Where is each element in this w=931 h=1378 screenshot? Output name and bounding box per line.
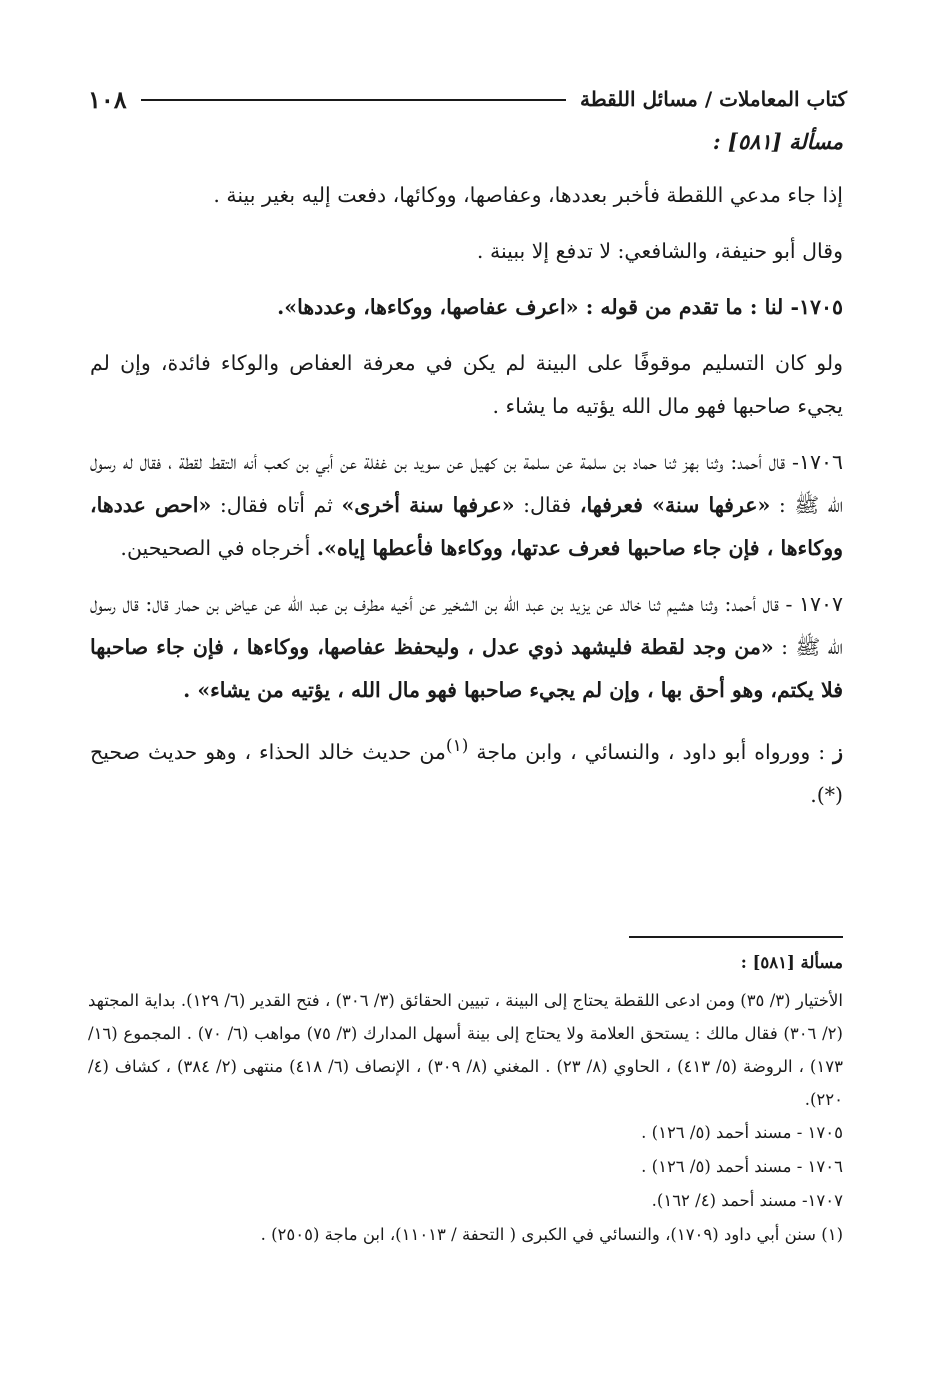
p1706-tail: أخرجاه في الصحيحين. xyxy=(120,536,311,560)
footnote-references: الأختيار (٣/ ٣٥) ومن ادعى اللقطة يحتاج إلى البينة ، تبيين الحقائق (٣/ ٣٠٦) ، فتح القدير (٦/ ١٢٩). بداية المجتهد (٢/ ٣٠٦) فقال مالك : يستحق العلامة ولا يحتاج إلى بينة أسهل المدارك (٣/ ٧٥) مواهب (٦/ ٧٠) . المجموع (١٦/ ١٧٣) ، الروضة (٥/ ٤١٣) ، الحاوي (٨/ ٢٣) . المغني (٨/ ٣٠٩) ، الإنصاف (٦/ ٤١٨) منتهى (٢/ ٣٨٤) ، كشاف (٤/ ٢٢٠). xyxy=(88,991,843,1109)
p1707-lead: ١٧٠٧ - قال أحمد: وثنا هشيم ثنا خالد عن يزيد بن عبد الله بن الشخير عن أخيه مطرف بن عبد الله عن عياض بن حمار قال: قال رسول الله ﷺ : xyxy=(90,592,843,659)
issue-heading: مسألة [٥٨١] : xyxy=(712,129,843,154)
footnote-1707: ١٧٠٧- مسند أحمد (٤/ ١٦٢). xyxy=(651,1191,843,1210)
paragraph-1707 xyxy=(90,583,843,712)
footnote-1706: ١٧٠٦ - مسند أحمد (٥/ ١٢٦) . xyxy=(641,1157,843,1176)
paragraph-z xyxy=(90,725,843,817)
p1707-quote: «من وجد لقطة فليشهد ذوي عدل ، وليحفظ عفاصها، ووكاءها ، فإن جاء صاحبها فلا يكتم، وهو أحق بها ، وإن لم يجيء صاحبها فهو مال الله ، يؤتيه من يشاء» . xyxy=(90,635,843,702)
footnote-1: (١) سنن أبي داود (١٧٠٩)، والنسائي في الكبرى ( التحفة / ١١٠١٣)، ابن ماجة (٢٥٠٥) . xyxy=(260,1225,843,1244)
footnote-separator xyxy=(629,936,843,938)
p1706-quote-1: «عرفها سنة» فعرفها، xyxy=(579,493,771,517)
p1706-mid-2: ثم أتاه فقال: xyxy=(219,493,333,517)
page-header xyxy=(88,82,847,116)
footnote-ref-1: (١) xyxy=(445,736,469,756)
p1705-lead: ١٧٠٥- لنا : ما تقدم من قوله : xyxy=(585,295,843,319)
p1705-quote: «اعرف عفاصها، ووكاءها، وعددها». xyxy=(277,295,579,319)
footnotes xyxy=(88,948,843,1252)
p1706-quote-3: «احص عددها، ووكاءها ، فإن جاء صاحبها فعرف عدتها، ووكاءها فأعطها إياه». xyxy=(90,493,843,560)
p1706-mid-1: فقال: xyxy=(523,493,572,517)
footnote-heading: مسألة [٥٨١] : xyxy=(740,953,843,972)
footnote-1705: ١٧٠٥ - مسند أحمد (٥/ ١٢٦) . xyxy=(641,1123,843,1142)
running-title: كتاب المعاملات / مسائل اللقطة xyxy=(580,87,847,111)
main-text xyxy=(90,126,843,830)
page-number: ١٠٨ xyxy=(88,84,127,114)
header-rule xyxy=(141,99,566,101)
p1706-quote-2: «عرفها سنة أخرى» xyxy=(341,493,515,517)
paragraph-1705 xyxy=(90,286,843,329)
z-mark: ز xyxy=(833,739,843,764)
z-before: : وورواه أبو داود ، والنسائي ، وابن ماجة xyxy=(476,739,826,764)
p1706-lead: ١٧٠٦- قال أحمد: وثنا بهز ثنا حماد بن سلمة عن سلمة بن كهيل عن سويد بن غفلة عن أبي بن كعب أنه التقط لقطة ، فقال له رسول الله ﷺ : xyxy=(90,450,843,517)
z-after: من حديث خالد الحذاء ، وهو حديث صحيح (*). xyxy=(90,739,843,807)
paragraph-1706 xyxy=(90,441,843,570)
paragraph-opinion: وقال أبو حنيفة، والشافعي: لا تدفع إلا ببينة . xyxy=(476,239,843,263)
paragraph-argument: ولو كان التسليم موقوفًا على البينة لم يكن في معرفة العفاص والوكاء فائدة، وإن لم يجيء صاحبها فهو مال الله يؤتيه ما يشاء . xyxy=(90,351,843,418)
paragraph-claim: إذا جاء مدعي اللقطة فأخبر بعددها، وعفاصها، ووكائها، دفعت إليه بغير بينة . xyxy=(213,183,843,207)
